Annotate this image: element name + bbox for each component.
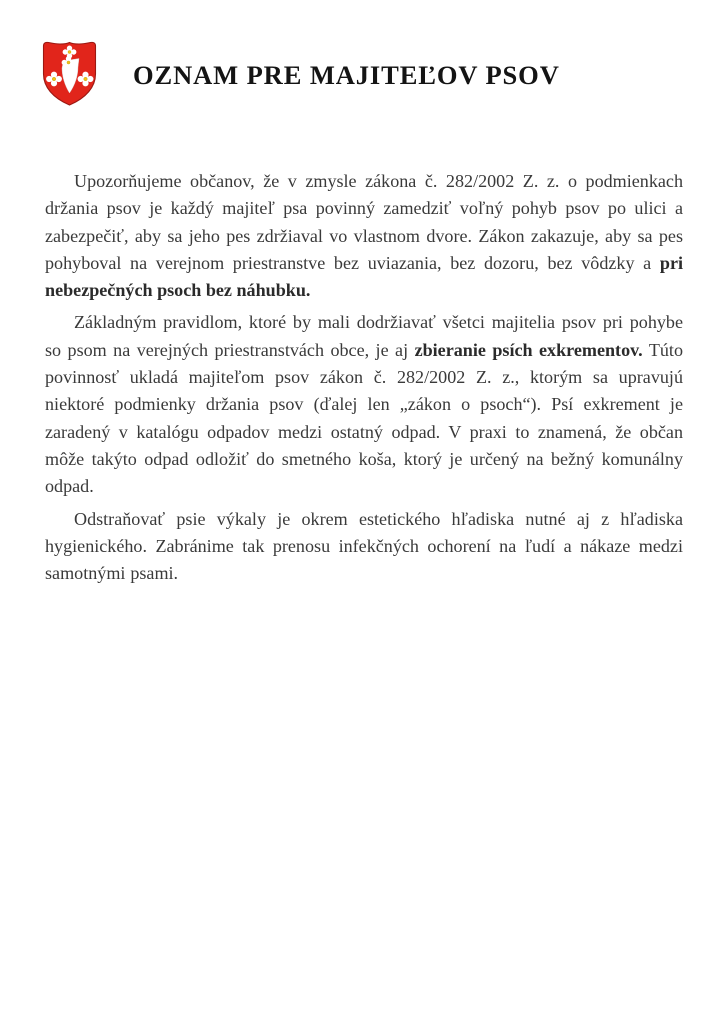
emphasis-run: pri nebezpečných psoch bez náhubku. [45, 252, 683, 301]
document-header [0, 34, 724, 114]
text-run: Upozorňujeme občanov, že v zmysle zákona č. 282/2002 Z. z. o podmienkach držania psov je každý majiteľ psa povinný zamedziť voľný pohyb psov po ulici a zabezpečiť, aby sa jeho pes zdržiaval vo vlastnom dvore. Zákon zakazuje, aby sa pes pohyboval na verejnom priestranstve bez uviazania, bez dozoru, bez vôdzky a [45, 171, 683, 273]
page-title: OZNAM PRE MAJITEĽOV PSOV [133, 60, 560, 90]
paragraph-3 [45, 506, 683, 588]
paragraph-2 [45, 309, 683, 500]
text-run: Túto povinnosť ukladá majiteľom psov zákon č. 282/2002 Z. z., ktorým sa upravujú niektoré podmienky držania psov (ďalej len „zákon o psoch“). Psí exkrement je zaradený v katalógu odpadov medzi ostatný odpad. V praxi to znamená, že občan môže takýto odpad odložiť do smetného koša, ktorý je určený na bežný komunálny odpad. [45, 339, 684, 497]
emphasis-run: zbieranie psích exkrementov. [414, 339, 643, 360]
paragraph-1 [45, 168, 683, 304]
text-run: Odstraňovať psie výkaly je okrem estetického hľadiska nutné aj z hľadiska hygienického. Zabránime tak prenosu infekčných ochorení na ľudí a nákaze medzi samotnými psami. [45, 508, 683, 584]
coat-of-arms-icon [41, 41, 98, 106]
text-run: Základným pravidlom, ktoré by mali dodržiavať všetci majitelia psov pri pohybe so psom na verejných priestranstvách obce, je aj [45, 312, 683, 360]
document-body [45, 168, 683, 589]
